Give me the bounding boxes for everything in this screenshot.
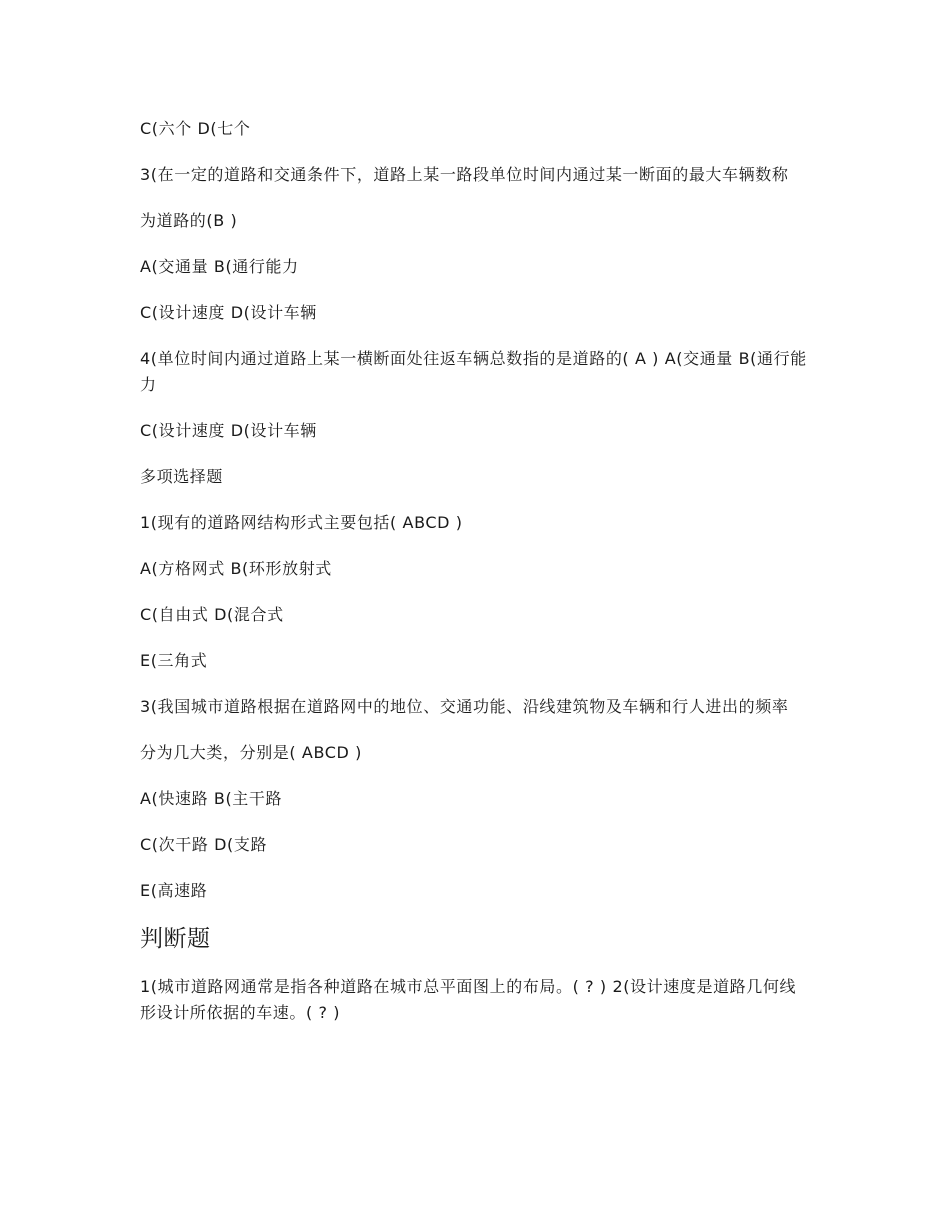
paragraph-question-3: 3(在一定的道路和交通条件下，道路上某一路段单位时间内通过某一断面的最大车辆数称: [140, 165, 789, 184]
paragraph-option-e: E(高速路: [140, 881, 208, 900]
paragraph-options-a-b: A(方格网式 B(环形放射式: [140, 559, 332, 578]
paragraph-options-c-d: C(六个 D(七个: [140, 119, 251, 138]
paragraph-options-c-d: C(次干路 D(支路: [140, 835, 268, 854]
paragraph-question-4: 4(单位时间内通过道路上某一横断面处往返车辆总数指的是道路的( A ) A(交通量 B(通行能力: [140, 349, 807, 394]
document-body: [140, 116, 812, 1046]
paragraph-options-c-d: C(设计速度 D(设计车辆: [140, 421, 317, 440]
paragraph-mc-question-1: 1(现有的道路网结构形式主要包括( ABCD ): [140, 513, 463, 532]
section-label-multiple-choice: 多项选择题: [140, 467, 224, 486]
paragraph-true-false-questions: 1(城市道路网通常是指各种道路在城市总平面图上的布局。( ? ) 2(设计速度是道路几何线形设计所依据的车速。( ? ): [140, 977, 797, 1022]
paragraph-options-a-b: A(交通量 B(通行能力: [140, 257, 299, 276]
paragraph-mc-question-3: 3(我国城市道路根据在道路网中的地位、交通功能、沿线建筑物及车辆和行人进出的频率: [140, 697, 789, 716]
paragraph-options-a-b: A(快速路 B(主干路: [140, 789, 283, 808]
paragraph-options-c-d: C(自由式 D(混合式: [140, 605, 284, 624]
paragraph-option-e: E(三角式: [140, 651, 208, 670]
section-heading-true-false: 判断题: [140, 926, 211, 952]
paragraph-options-c-d: C(设计速度 D(设计车辆: [140, 303, 317, 322]
paragraph-question-3-answer: 为道路的(B ): [140, 211, 238, 230]
paragraph-mc-question-3-answer: 分为几大类，分别是( ABCD ): [140, 743, 362, 762]
